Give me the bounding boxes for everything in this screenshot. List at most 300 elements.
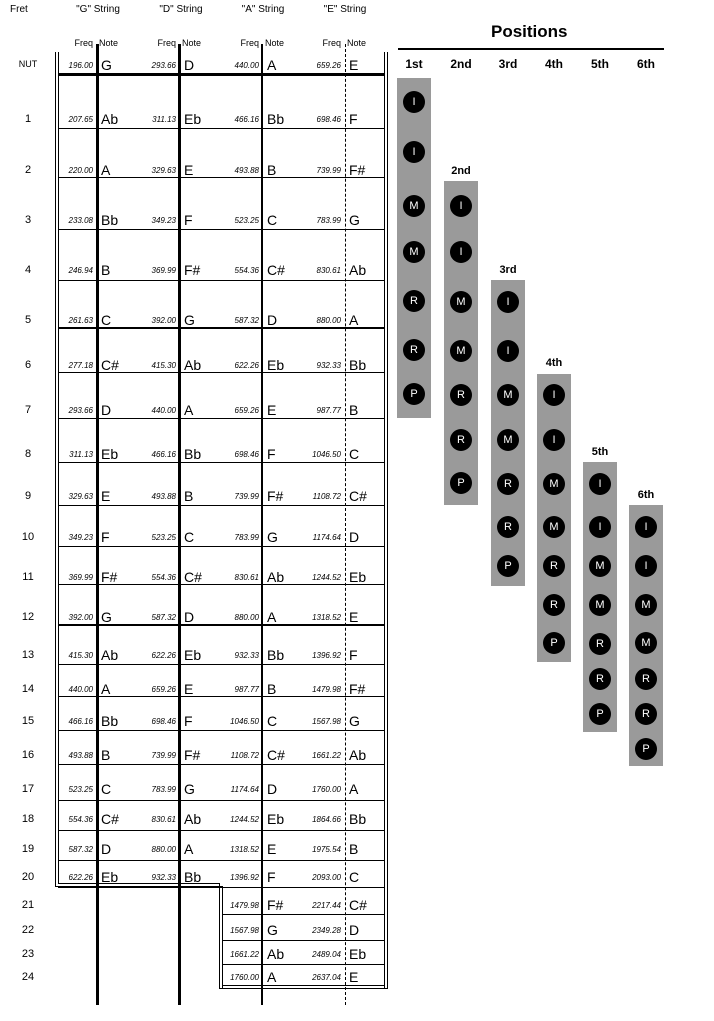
note-value: C# (349, 897, 367, 913)
freq-value: 1760.00 (230, 973, 259, 982)
freq-value: 1244.52 (230, 815, 259, 824)
table-bottom-border (219, 988, 388, 989)
fret-line (58, 128, 384, 129)
fret-line (58, 229, 384, 230)
freq-value: 369.99 (151, 266, 176, 275)
finger-marker: M (403, 195, 425, 217)
note-value: Ab (101, 111, 119, 127)
note-value: B (267, 162, 277, 178)
note-value: E (349, 57, 359, 73)
note-value: F (267, 869, 276, 885)
finger-marker: P (543, 632, 565, 654)
finger-marker: M (543, 473, 565, 495)
freq-value: 440.00 (151, 406, 176, 415)
note-value: F (349, 111, 358, 127)
note-value: F# (101, 569, 118, 585)
fret-number: 11 (22, 571, 34, 583)
finger-marker: I (497, 340, 519, 362)
freq-value: 1108.72 (312, 492, 341, 501)
string-header-name: "E" String (323, 4, 367, 15)
freq-value: 2489.04 (312, 950, 341, 959)
fret-line (58, 280, 384, 281)
note-value: Ab (184, 811, 202, 827)
note-value: A (184, 402, 194, 418)
freq-value: 466.16 (151, 450, 176, 459)
fret-line (58, 546, 384, 547)
position-column-label: 6th (637, 57, 655, 71)
fret-number: 20 (21, 871, 35, 883)
note-value: Bb (184, 446, 202, 462)
freq-value: 783.99 (234, 533, 259, 542)
note-value: G (267, 529, 278, 545)
fret-number: 7 (24, 404, 32, 416)
note-value: Eb (349, 946, 367, 962)
finger-marker: I (543, 384, 565, 406)
finger-marker: R (635, 668, 657, 690)
finger-marker: R (403, 290, 425, 312)
freq-value: 554.36 (68, 815, 93, 824)
fret-number: 24 (21, 971, 35, 983)
note-value: Eb (267, 357, 285, 373)
fret-number: 1 (24, 113, 32, 125)
finger-marker: I (635, 555, 657, 577)
note-value: F# (349, 162, 366, 178)
fret-number: 3 (24, 214, 32, 226)
freq-value: 1760.00 (312, 785, 341, 794)
note-value: D (184, 609, 195, 625)
freq-value: 220.00 (68, 166, 93, 175)
note-value: E (101, 488, 111, 504)
finger-marker: I (589, 473, 611, 495)
fret-number: 22 (21, 924, 35, 936)
fret-number: 5 (24, 314, 32, 326)
note-value: F# (267, 488, 284, 504)
fret-line (58, 505, 384, 506)
freq-value: 739.99 (151, 751, 176, 760)
note-value: Eb (101, 869, 119, 885)
fret-number: 23 (21, 948, 35, 960)
fret-number: 12 (21, 611, 35, 623)
note-value: E (184, 162, 194, 178)
finger-marker: M (450, 291, 472, 313)
note-value: Bb (349, 811, 367, 827)
freq-value: 783.99 (316, 216, 341, 225)
fret-line (58, 887, 384, 888)
note-value: G (184, 781, 195, 797)
note-value: F# (267, 897, 284, 913)
note-value: A (349, 312, 359, 328)
freq-value: 1567.98 (230, 926, 259, 935)
freq-value: 329.63 (68, 492, 93, 501)
note-value: B (267, 681, 277, 697)
note-value: C# (267, 262, 285, 278)
freq-value: 196.00 (68, 61, 93, 70)
note-value: Bb (349, 357, 367, 373)
note-value: Ab (267, 569, 285, 585)
freq-value: 987.77 (234, 685, 259, 694)
note-value: D (267, 781, 278, 797)
note-value: B (349, 402, 359, 418)
position-bar-label: 3rd (499, 264, 517, 276)
freq-value: 466.16 (234, 115, 259, 124)
position-column-label: 3rd (498, 57, 518, 71)
finger-marker: M (635, 594, 657, 616)
freq-value: 293.66 (151, 61, 176, 70)
finger-marker: I (497, 291, 519, 313)
freq-value: 698.46 (316, 115, 341, 124)
finger-marker: M (543, 516, 565, 538)
note-value: A (267, 57, 277, 73)
finger-marker: M (497, 429, 519, 451)
freq-value: 392.00 (151, 316, 176, 325)
finger-marker: M (497, 384, 519, 406)
fret-line (222, 940, 384, 941)
fret-line (58, 764, 384, 765)
finger-marker: I (450, 241, 472, 263)
freq-value: 1318.52 (312, 613, 341, 622)
freq-value: 277.18 (68, 361, 93, 370)
freq-value: 1318.52 (230, 845, 259, 854)
freq-value: 622.26 (68, 873, 93, 882)
note-value: B (101, 747, 111, 763)
finger-marker: R (450, 384, 472, 406)
finger-marker: R (589, 668, 611, 690)
note-header: Note (265, 38, 285, 48)
position-bar-label: 6th (637, 489, 655, 501)
note-value: F# (349, 681, 366, 697)
note-value: D (349, 922, 360, 938)
finger-marker: M (450, 340, 472, 362)
table-right-border (384, 52, 385, 988)
finger-marker: R (497, 516, 519, 538)
finger-marker: M (403, 241, 425, 263)
note-value: E (349, 969, 359, 985)
note-value: A (267, 969, 277, 985)
freq-header: Freq (157, 38, 176, 48)
freq-value: 2637.04 (312, 973, 341, 982)
finger-marker: R (589, 633, 611, 655)
note-header: Note (182, 38, 202, 48)
note-value: C (349, 446, 360, 462)
note-value: B (101, 262, 111, 278)
finger-marker: I (450, 195, 472, 217)
finger-marker: P (497, 555, 519, 577)
freq-value: 1174.64 (230, 785, 259, 794)
freq-value: 932.33 (316, 361, 341, 370)
freq-value: 1396.92 (312, 651, 341, 660)
note-value: C# (101, 357, 119, 373)
freq-value: 1108.72 (230, 751, 259, 760)
string-header-name: "G" String (76, 4, 120, 15)
freq-value: 523.25 (234, 216, 259, 225)
freq-value: 311.13 (152, 115, 176, 124)
fret-number: 10 (21, 531, 35, 543)
note-value: E (267, 841, 277, 857)
note-value: Eb (184, 111, 202, 127)
freq-value: 1661.22 (230, 950, 259, 959)
freq-value: 698.46 (234, 450, 259, 459)
note-value: Ab (184, 357, 202, 373)
position-column-label: 1st (405, 57, 423, 71)
fret-number: 15 (21, 715, 35, 727)
freq-value: 440.00 (68, 685, 93, 694)
freq-value: 293.66 (68, 406, 93, 415)
note-value: Ab (349, 747, 367, 763)
finger-marker: R (543, 594, 565, 616)
freq-value: 415.30 (68, 651, 93, 660)
freq-value: 880.00 (151, 845, 176, 854)
finger-marker: P (450, 472, 472, 494)
note-value: D (101, 402, 112, 418)
note-value: Bb (101, 713, 119, 729)
note-value: F (101, 529, 110, 545)
position-bar-label: 2nd (451, 165, 471, 177)
freq-value: 349.23 (151, 216, 176, 225)
position-bar-label: 4th (545, 357, 563, 369)
finger-marker: R (497, 473, 519, 495)
finger-marker: I (589, 516, 611, 538)
note-value: A (101, 162, 111, 178)
freq-value: 987.77 (316, 406, 341, 415)
note-value: Eb (184, 647, 202, 663)
fret-line (222, 914, 384, 915)
note-value: Eb (267, 811, 285, 827)
finger-marker: P (635, 738, 657, 760)
freq-value: 493.88 (151, 492, 176, 501)
finger-marker: I (543, 429, 565, 451)
finger-marker: M (589, 594, 611, 616)
freq-value: 554.36 (234, 266, 259, 275)
finger-marker: R (450, 429, 472, 451)
fret-line (222, 985, 384, 986)
freq-value: 587.32 (151, 613, 176, 622)
fret-line (58, 418, 384, 419)
note-value: D (349, 529, 360, 545)
finger-marker: I (635, 516, 657, 538)
finger-marker: I (403, 141, 425, 163)
fret-line (58, 462, 384, 463)
freq-value: 2093.00 (312, 873, 341, 882)
freq-value: 659.26 (151, 685, 176, 694)
note-value: C (101, 781, 112, 797)
note-value: C (184, 529, 195, 545)
freq-value: 932.33 (151, 873, 176, 882)
freq-value: 415.30 (151, 361, 176, 370)
fret-header: Fret (10, 4, 28, 15)
freq-value: 880.00 (316, 316, 341, 325)
freq-value: 1174.64 (312, 533, 341, 542)
fret-number: 6 (24, 359, 32, 371)
freq-value: 261.63 (68, 316, 93, 325)
freq-value: 622.26 (151, 651, 176, 660)
note-value: Eb (101, 446, 119, 462)
freq-header: Freq (240, 38, 259, 48)
finger-marker: M (635, 632, 657, 654)
note-value: A (349, 781, 359, 797)
freq-value: 698.46 (151, 717, 176, 726)
finger-marker: R (403, 339, 425, 361)
freq-value: 329.63 (151, 166, 176, 175)
fret-number: 17 (21, 783, 35, 795)
fret-line (58, 730, 384, 731)
note-value: G (349, 212, 360, 228)
fret-line (58, 664, 384, 665)
freq-value: 554.36 (151, 573, 176, 582)
freq-value: 739.99 (316, 166, 341, 175)
freq-value: 830.61 (151, 815, 176, 824)
freq-value: 659.26 (234, 406, 259, 415)
note-value: A (267, 609, 277, 625)
note-value: C# (184, 569, 202, 585)
fret-number: NUT (18, 59, 38, 69)
finger-marker: P (589, 703, 611, 725)
fret-line (58, 800, 384, 801)
note-value: C (349, 869, 360, 885)
freq-value: 2217.44 (312, 901, 341, 910)
string-header-name: "A" String (241, 4, 285, 15)
table-right-border-outer (387, 52, 388, 988)
freq-value: 1244.52 (312, 573, 341, 582)
note-value: C# (267, 747, 285, 763)
freq-value: 587.32 (68, 845, 93, 854)
fret-number: 21 (21, 899, 35, 911)
note-value: B (349, 841, 359, 857)
freq-value: 1479.98 (312, 685, 341, 694)
note-header: Note (347, 38, 367, 48)
freq-value: 1864.66 (312, 815, 341, 824)
note-value: F# (184, 262, 201, 278)
positions-title: Positions (491, 22, 568, 41)
freq-value: 932.33 (234, 651, 259, 660)
fret-number: 19 (21, 843, 35, 855)
freq-value: 493.88 (234, 166, 259, 175)
note-value: D (267, 312, 278, 328)
freq-value: 783.99 (151, 785, 176, 794)
note-value: Bb (267, 647, 285, 663)
freq-value: 880.00 (234, 613, 259, 622)
fret-line (58, 830, 384, 831)
nut-line (58, 73, 384, 76)
freq-value: 739.99 (234, 492, 259, 501)
note-value: F (267, 446, 276, 462)
freq-value: 207.65 (68, 115, 93, 124)
note-value: F# (184, 747, 201, 763)
fret-number: 13 (21, 649, 35, 661)
freq-value: 246.94 (68, 266, 93, 275)
freq-value: 233.08 (68, 216, 93, 225)
freq-value: 493.88 (68, 751, 93, 760)
finger-marker: I (403, 91, 425, 113)
fret-number: 18 (21, 813, 35, 825)
freq-value: 523.25 (68, 785, 93, 794)
note-value: E (267, 402, 277, 418)
note-value: G (184, 312, 195, 328)
freq-value: 587.32 (234, 316, 259, 325)
note-value: Bb (267, 111, 285, 127)
note-value: A (184, 841, 194, 857)
note-value: G (349, 713, 360, 729)
note-value: Bb (184, 869, 202, 885)
note-value: G (267, 922, 278, 938)
freq-value: 1567.98 (312, 717, 341, 726)
freq-value: 349.23 (68, 533, 93, 542)
note-value: D (184, 57, 195, 73)
fret-number: 9 (24, 490, 32, 502)
freq-value: 523.25 (151, 533, 176, 542)
note-value: G (101, 609, 112, 625)
finger-marker: R (635, 703, 657, 725)
fret-line (222, 964, 384, 965)
freq-header: Freq (74, 38, 93, 48)
freq-value: 1661.22 (312, 751, 341, 760)
finger-marker: M (589, 555, 611, 577)
freq-value: 2349.28 (312, 926, 341, 935)
note-value: G (101, 57, 112, 73)
note-value: C# (349, 488, 367, 504)
note-value: C (267, 212, 278, 228)
note-value: D (101, 841, 112, 857)
finger-marker: R (543, 555, 565, 577)
freq-value: 622.26 (234, 361, 259, 370)
freq-value: 311.13 (69, 450, 93, 459)
freq-value: 466.16 (68, 717, 93, 726)
freq-value: 1046.50 (312, 450, 341, 459)
fret-number: 8 (24, 448, 32, 460)
freq-value: 392.00 (68, 613, 93, 622)
note-value: C# (101, 811, 119, 827)
freq-header: Freq (322, 38, 341, 48)
positions-divider (398, 48, 664, 50)
freq-value: 830.61 (234, 573, 259, 582)
note-value: Eb (349, 569, 367, 585)
finger-marker: P (403, 383, 425, 405)
freq-value: 830.61 (316, 266, 341, 275)
note-value: E (349, 609, 359, 625)
note-value: F (184, 713, 193, 729)
note-value: Bb (101, 212, 119, 228)
fret-number: 2 (24, 164, 32, 176)
fret-number: 4 (24, 264, 32, 276)
freq-value: 440.00 (234, 61, 259, 70)
note-value: Ab (349, 262, 367, 278)
table-step-left-inner (219, 883, 220, 988)
note-value: F (184, 212, 193, 228)
freq-value: 1975.54 (312, 845, 341, 854)
note-value: B (184, 488, 194, 504)
note-header: Note (99, 38, 119, 48)
position-column-label: 4th (545, 57, 563, 71)
freq-value: 1396.92 (230, 873, 259, 882)
note-value: F (349, 647, 358, 663)
fret-number: 14 (21, 683, 35, 695)
table-left-border (55, 52, 56, 886)
fret-number: 16 (21, 749, 35, 761)
note-value: Ab (101, 647, 119, 663)
freq-value: 1046.50 (230, 717, 259, 726)
note-value: Ab (267, 946, 285, 962)
string-header-name: "D" String (159, 4, 203, 15)
position-column-label: 2nd (450, 57, 472, 71)
freq-value: 369.99 (68, 573, 93, 582)
note-value: A (101, 681, 111, 697)
note-value: E (184, 681, 194, 697)
note-value: C (101, 312, 112, 328)
fret-line (58, 860, 384, 861)
position-bar-label: 5th (591, 446, 609, 458)
freq-value: 1479.98 (230, 901, 259, 910)
freq-value: 659.26 (316, 61, 341, 70)
note-value: C (267, 713, 278, 729)
